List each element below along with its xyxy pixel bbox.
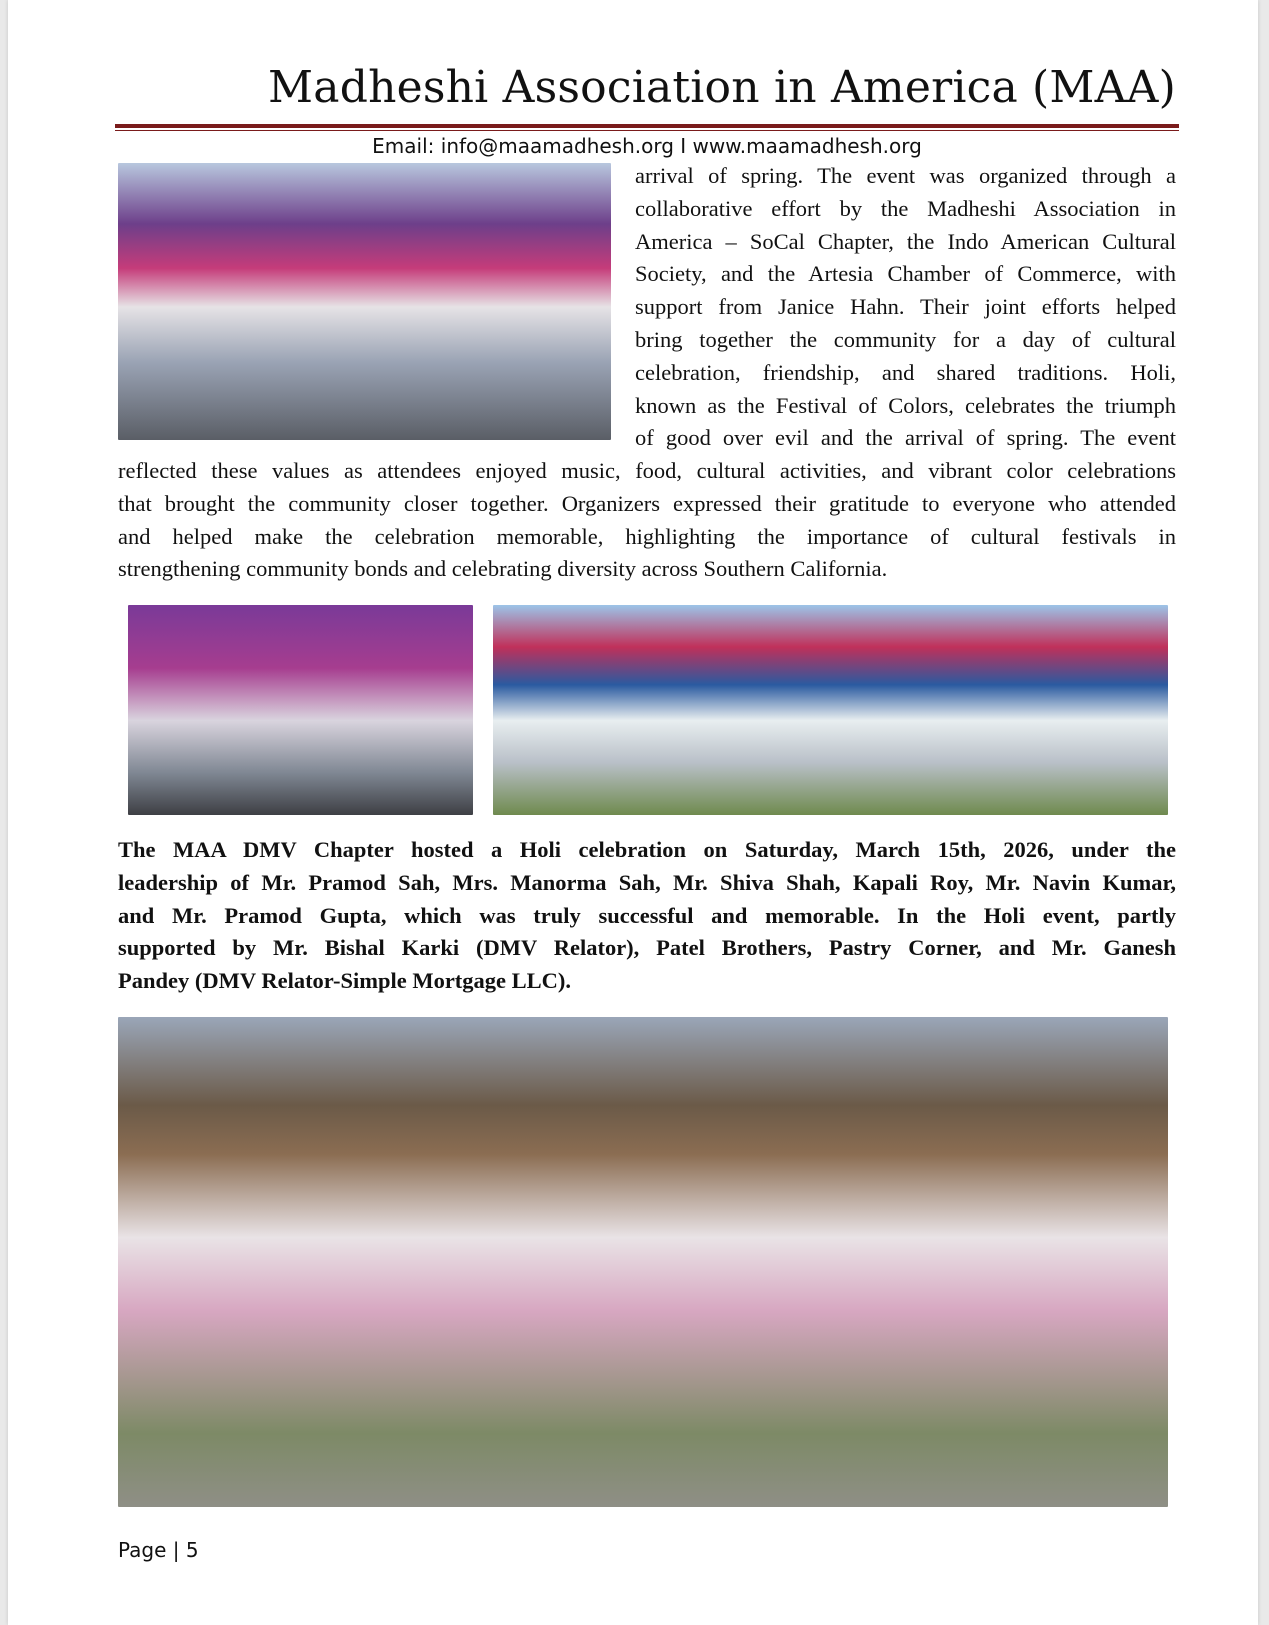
page-title: Madheshi Association in America (MAA) <box>268 62 1176 113</box>
socal-group-photo <box>118 163 611 440</box>
article-paragraph-top <box>635 160 1176 455</box>
text-line: and helped make the celebration memorable, highlighting the importance of cultural festivals in <box>118 523 1176 549</box>
text-line: The MAA DMV Chapter hosted a Holi celebration on Saturday, March 15th, 2026, under the <box>118 837 1176 862</box>
text-line: support from Janice Hahn. Their joint efforts helped <box>635 294 1176 320</box>
text-line: that brought the community closer together. Organizers expressed their gratitude to everyone who attended <box>118 490 1176 516</box>
contact-line: Email: info@maamadhesh.org I www.maamadhesh.org <box>372 134 922 158</box>
text-line: of good over evil and the arrival of spring. The event <box>635 425 1176 451</box>
text-line: Society, and the Artesia Chamber of Commerce, with <box>635 261 1176 287</box>
banner-group-photo <box>128 605 473 815</box>
header-rule-thin <box>115 130 1179 131</box>
text-line: and Mr. Pramod Gupta, which was truly successful and memorable. In the Holi event, partly <box>118 902 1176 928</box>
text-line: leadership of Mr. Pramod Sah, Mrs. Manorma Sah, Mr. Shiva Shah, Kapali Roy, Mr. Navin Kumar, <box>118 869 1176 895</box>
text-line: known as the Festival of Colors, celebrates the triumph <box>635 392 1176 418</box>
grand-holi-group-photo <box>493 605 1168 815</box>
document-page <box>8 0 1258 1625</box>
text-line: America – SoCal Chapter, the Indo American Cultural <box>635 228 1176 254</box>
page-number: Page | 5 <box>118 1538 199 1562</box>
text-line: strengthening community bonds and celebrating diversity across Southern California. <box>118 556 888 582</box>
header-rule-thick <box>115 124 1179 128</box>
text-line: collaborative effort by the Madheshi Association in <box>635 195 1176 221</box>
dmv-chapter-paragraph <box>118 834 1176 998</box>
text-line: celebration, friendship, and shared traditions. Holi, <box>635 359 1176 385</box>
article-paragraph-continued <box>118 455 1176 586</box>
text-line: bring together the community for a day of cultural <box>635 326 1176 352</box>
text-line: reflected these values as attendees enjoyed music, food, cultural activities, and vibrant color celebrations <box>118 458 1176 483</box>
text-line: Pandey (DMV Relator-Simple Mortgage LLC). <box>118 968 572 994</box>
text-line: arrival of spring. The event was organized through a <box>635 163 1176 188</box>
dmv-holi-group-photo <box>118 1017 1168 1507</box>
text-line: supported by Mr. Bishal Karki (DMV Relator), Patel Brothers, Pastry Corner, and Mr. Ganesh <box>118 935 1176 961</box>
